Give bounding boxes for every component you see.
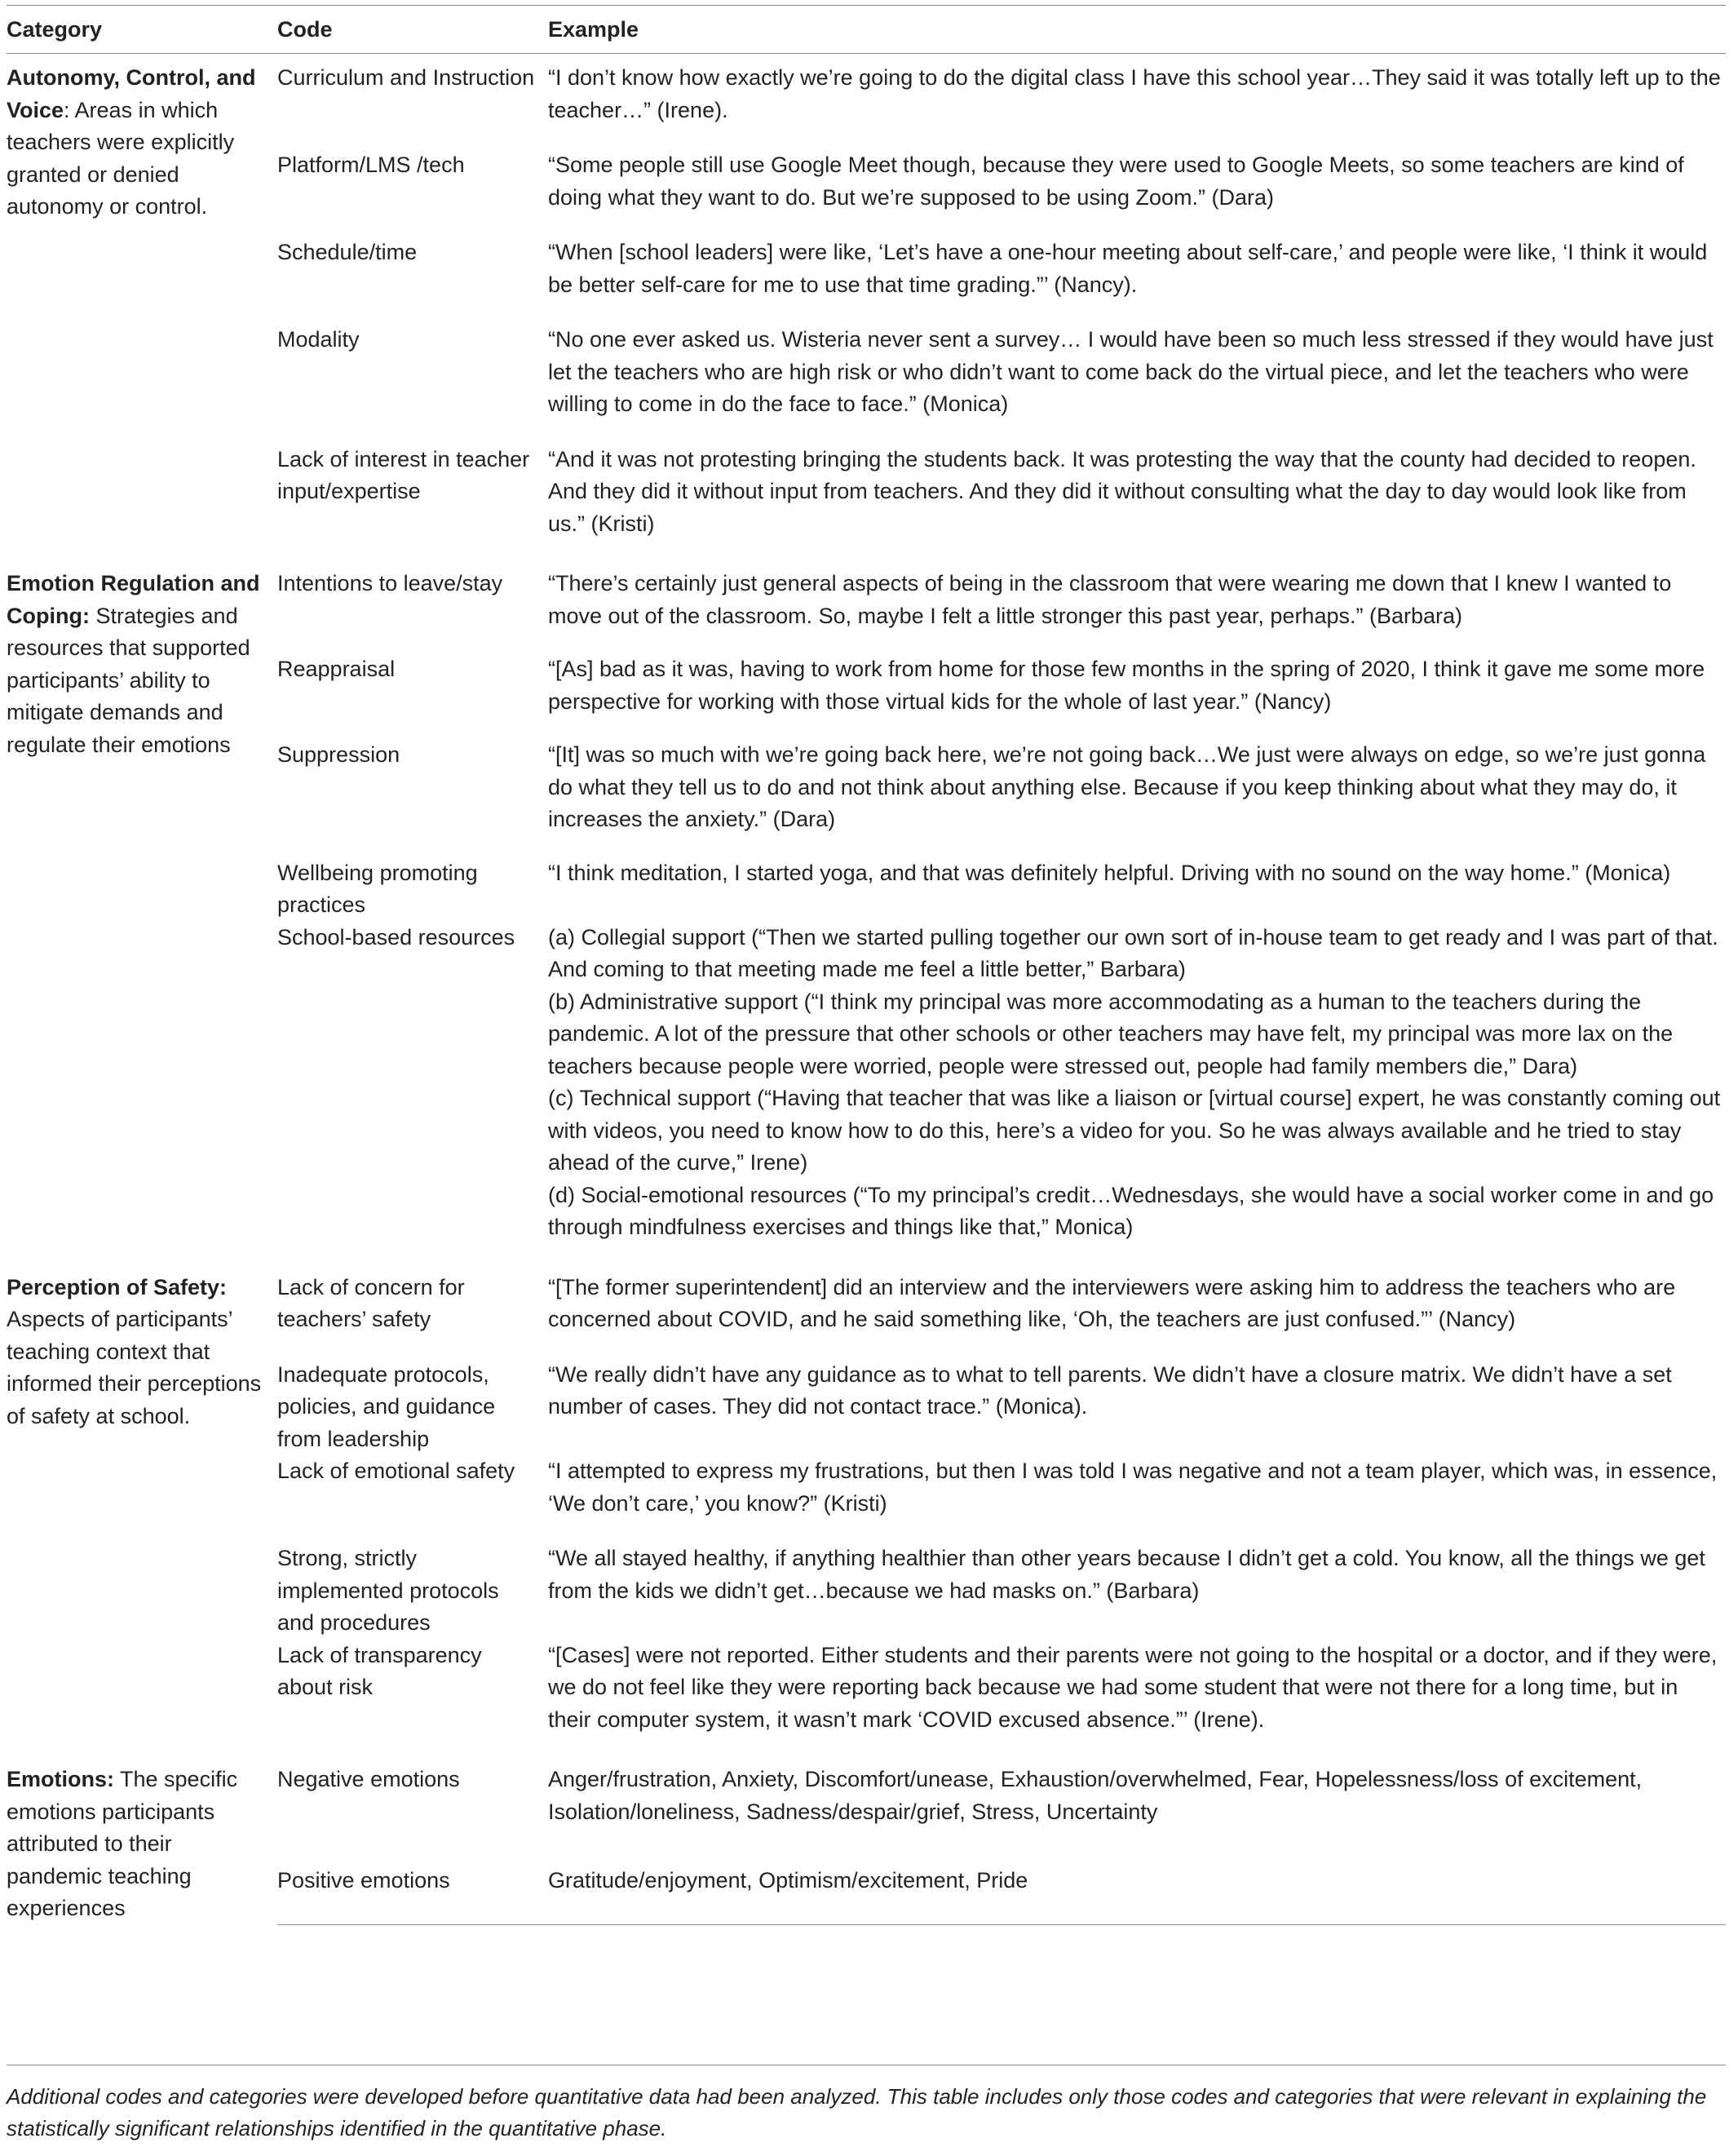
category-name: Autonomy, Control, and Voice	[7, 65, 256, 122]
codebook-table-container	[7, 5, 1726, 1925]
category-description: Strategies and resources that supported participants’ ability to mitigate demands and regulate their emotions	[7, 603, 250, 757]
example-cell: “And it was not protesting bringing the students back. It was protesting the way that the county had decided to reopen. And they did it without input from teachers. And they did it without consulting what the day to day would look like from us.” (Kristi)	[548, 446, 1696, 536]
code-cell: School-based resources	[277, 924, 515, 950]
example-cell: Anger/frustration, Anxiety, Discomfort/unease, Exhaustion/overwhelmed, Fear, Hopelessness/loss of excitement, Isolation/loneliness, Sadness/despair/grief, Stress, Uncertainty	[548, 1767, 1643, 1824]
table-footnote	[7, 2081, 1726, 2145]
example-cell: “[It] was so much with we’re going back here, we’re not going back…We just were always on edge, so we’re just gonna do what they tell us to do and not think about anything else. Because if you keep thinking about what they may do, it increases the anxiety.” (Dara)	[548, 742, 1706, 831]
category-description: : Areas in which teachers were explicitly granted or denied autonomy or control.	[7, 97, 235, 219]
code-cell: Schedule/time	[277, 240, 418, 264]
example-cell: “I attempted to express my frustrations, but then I was told I was negative and not a team player, which was, in essence, ‘We don’t care,’ you know?” (Kristi)	[548, 1459, 1718, 1516]
example-cell: Gratitude/enjoyment, Optimism/excitement, Pride	[548, 1865, 1726, 1924]
code-cell: Intentions to leave/stay	[277, 571, 503, 595]
example-cell: “I don’t know how exactly we’re going to do the digital class I have this school year…They said it was totally left up to the teacher…” (Irene).	[548, 65, 1721, 122]
example-cell: “Some people still use Google Meet though, because they were used to Google Meets, so some teachers are kind of doing what they want to do. But we’re supposed to be using Zoom.” (Dara)	[548, 153, 1684, 210]
example-line: (d) Social-emotional resources (“To my principal’s credit…Wednesdays, she would have a social worker come in and go through mindfulness exercises and things like that,” Monica)	[548, 1182, 1714, 1239]
example-line: (a) Collegial support (“Then we started pulling together our own sort of in-house team to get ready and I was part of that. And coming to that meeting made me feel a little better,” Barbara)	[548, 924, 1718, 981]
code-cell: Wellbeing promoting practices	[277, 860, 478, 917]
example-cell: “[As] bad as it was, having to work from home for those few months in the spring of 2020, I think it gave me some more perspective for working with those virtual kids for the whole of last year.” (Nancy)	[548, 657, 1705, 714]
header-example: Example	[548, 6, 1726, 54]
example-cell: “[Cases] were not reported. Either students and their parents were not going to the hospital or a doctor, and if they were, we do not feel like they were reporting back because we had some student that were not there for a long time, but in their computer system, it wasn’t mark ‘COVID excused absence.”’ (Irene).	[548, 1642, 1718, 1732]
code-cell: Inadequate protocols, policies, and guidance from leadership	[277, 1361, 496, 1451]
category-name: Emotion Regulation and Coping:	[7, 571, 260, 628]
code-cell: Curriculum and Instruction	[277, 65, 535, 90]
category-cell	[7, 1264, 277, 1756]
example-cell: “We all stayed healthy, if anything healthier than other years because I didn’t get a cold. You know, all the things we get from the kids we didn’t get…because we had masks on.” (Barbara)	[548, 1546, 1705, 1603]
category-name: Emotions:	[7, 1767, 114, 1791]
example-cell: “There’s certainly just general aspects of being in the classroom that were wearing me down that I knew I wanted to move out of the classroom. So, maybe I felt a little stronger this past year, perhaps.” (Barbara)	[548, 571, 1672, 628]
code-cell: Positive emotions	[277, 1865, 548, 1924]
header-code: Code	[277, 6, 548, 54]
code-cell: Negative emotions	[277, 1767, 460, 1791]
table-body	[7, 54, 1726, 1925]
code-cell: Lack of transparency about risk	[277, 1642, 482, 1699]
table-row	[7, 560, 1726, 653]
code-cell: Lack of interest in teacher input/expertise	[277, 446, 530, 503]
code-cell: Platform/LMS /tech	[277, 153, 465, 177]
category-cell	[7, 1755, 277, 1925]
table-header	[7, 6, 1726, 54]
code-cell: Lack of concern for teachers’ safety	[277, 1274, 465, 1331]
example-line: (c) Technical support (“Having that teacher that was like a liaison or [virtual course] expert, he was constantly coming out with videos, you need to know how to do this, here’s a video for you. So he was always available and he tried to stay ahead of the curve,” Irene)	[548, 1086, 1721, 1175]
table-row	[7, 54, 1726, 150]
code-cell: Suppression	[277, 742, 400, 767]
category-description: The specific emotions participants attributed to their pandemic teaching experiences	[7, 1767, 238, 1920]
category-name: Perception of Safety:	[7, 1274, 228, 1299]
category-description: Aspects of participants’ teaching context that informed their perceptions of safety at school.	[7, 1307, 262, 1428]
table-row	[7, 1264, 1726, 1359]
codebook-table	[7, 5, 1726, 1925]
code-cell: Lack of emotional safety	[277, 1459, 515, 1483]
example-cell	[548, 922, 1726, 1264]
example-cell: “No one ever asked us. Wisteria never sent a survey… I would have been so much less stressed if they would have just let the teachers who are high risk or who didn’t want to come back do the virtual piece, and let the teachers who were willing to come in do the face to face.” (Monica)	[548, 327, 1714, 416]
example-cell: “We really didn’t have any guidance as to what to tell parents. We didn’t have a closure matrix. We didn’t have a set number of cases. They did not contact trace.” (Monica).	[548, 1361, 1672, 1419]
category-cell	[7, 560, 277, 1264]
table-row	[7, 1755, 1726, 1865]
example-cell: “When [school leaders] were like, ‘Let’s have a one-hour meeting about self-care,’ and people were like, ‘I think it would be better self-care for me to use that time grading.”’ (Nancy).	[548, 240, 1708, 297]
example-cell: “[The former superintendent] did an interview and the interviewers were asking him to address the teachers who are concerned about COVID, and he said something like, ‘Oh, the teachers are just confused.”’ (Nancy)	[548, 1274, 1676, 1331]
header-category: Category	[7, 6, 277, 54]
example-cell: “I think meditation, I started yoga, and that was definitely helpful. Driving with no sound on the way home.” (Monica)	[548, 860, 1671, 885]
code-cell: Modality	[277, 327, 360, 352]
header-row	[7, 6, 1726, 54]
category-cell	[7, 54, 277, 560]
example-line: (b) Administrative support (“I think my principal was more accommodating as a human to the teachers during the pandemic. A lot of the pressure that other schools or other teachers may have felt, my principal was more lax on the teachers because people were worried, people were stressed out, people had family members die,” Dara)	[548, 989, 1674, 1078]
footnote-text: Additional codes and categories were developed before quantitative data had been analyzed. This table includes only those codes and categories that were relevant in explaining the statistically significant relationships identified in the quantitative phase.	[7, 2084, 1707, 2141]
code-cell: Reappraisal	[277, 657, 396, 681]
code-cell: Strong, strictly implemented protocols and procedures	[277, 1546, 499, 1635]
